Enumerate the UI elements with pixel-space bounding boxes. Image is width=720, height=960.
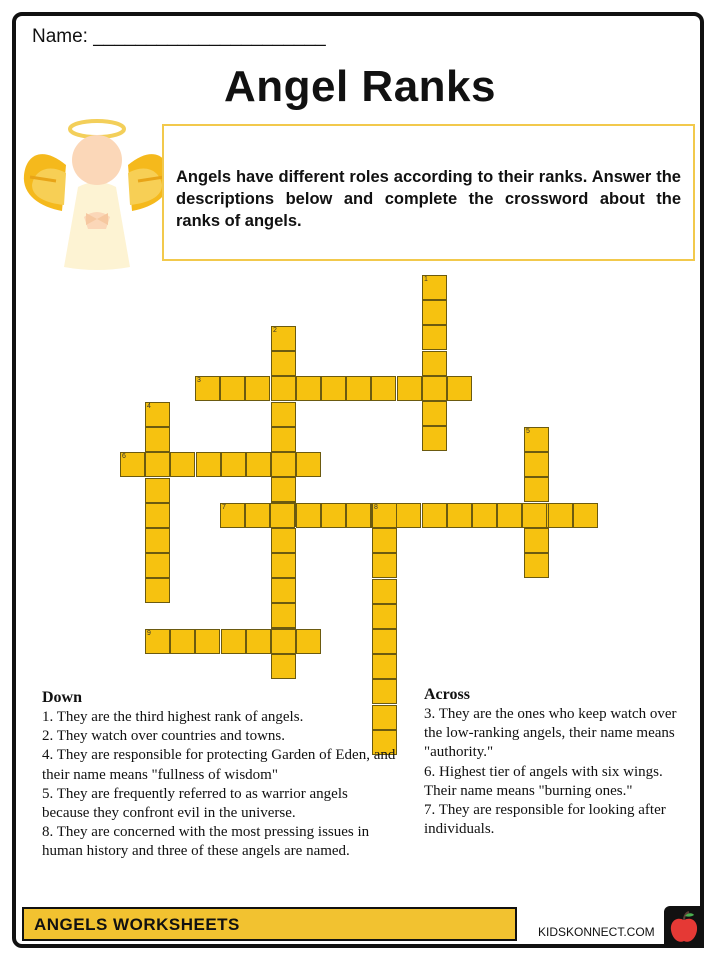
crossword-cell[interactable]	[321, 376, 346, 401]
crossword-cell[interactable]	[245, 376, 270, 401]
crossword-cell[interactable]	[447, 503, 472, 528]
crossword-cell[interactable]	[296, 376, 321, 401]
crossword-cell[interactable]	[145, 578, 170, 603]
crossword-cell[interactable]	[524, 477, 549, 502]
clue-number: 1	[424, 276, 428, 283]
across-clue-6: 6. Highest tier of angels with six wings. Their name means "burning ones."	[424, 763, 663, 799]
down-clues	[42, 688, 397, 862]
crossword-cell[interactable]	[372, 629, 397, 654]
crossword-cell[interactable]	[271, 477, 296, 502]
crossword-cell[interactable]	[145, 402, 170, 427]
footer-bar	[22, 907, 517, 941]
crossword-cell[interactable]	[422, 401, 447, 426]
across-heading: Across	[424, 686, 470, 703]
crossword-cell[interactable]	[422, 275, 447, 300]
crossword-cell[interactable]	[472, 503, 497, 528]
crossword-cell[interactable]	[245, 503, 270, 528]
crossword-cell[interactable]	[296, 452, 321, 477]
down-clue-1: 1. They are the third highest rank of angels.	[42, 709, 304, 725]
crossword-cell[interactable]	[296, 629, 321, 654]
crossword-cell[interactable]	[321, 503, 346, 528]
crossword-cell[interactable]	[271, 427, 296, 452]
crossword-cell[interactable]	[524, 553, 549, 578]
crossword-cell[interactable]	[497, 503, 522, 528]
page-title: Angel Ranks	[223, 62, 496, 111]
site-link[interactable]: KIDSKONNECT.COM	[538, 925, 655, 939]
crossword-cell[interactable]	[422, 426, 447, 451]
name-field-label: Name: ______________________	[32, 26, 326, 47]
crossword-cell[interactable]	[447, 376, 472, 401]
crossword-cell[interactable]	[524, 452, 549, 477]
crossword-cell[interactable]	[145, 452, 170, 477]
logo-box	[664, 906, 704, 948]
crossword-cell[interactable]	[195, 376, 220, 401]
clue-number: 2	[273, 327, 277, 334]
crossword-cell[interactable]	[422, 300, 447, 325]
crossword-cell[interactable]	[397, 376, 422, 401]
crossword-cell[interactable]	[271, 578, 296, 603]
crossword-cell[interactable]	[573, 503, 598, 528]
crossword-cell[interactable]	[195, 629, 220, 654]
crossword-cell[interactable]	[372, 553, 397, 578]
footer-label: ANGELS WORKSHEETS	[34, 915, 240, 934]
crossword-cell[interactable]	[271, 351, 296, 376]
crossword-cell[interactable]	[196, 452, 221, 477]
clue-number: 9	[147, 630, 151, 637]
crossword-cell[interactable]	[271, 376, 296, 401]
down-clue-8: 8. They are concerned with the most pressing issues in human history and three of these angels are named.	[42, 824, 370, 860]
crossword-cell[interactable]	[524, 427, 549, 452]
crossword-cell[interactable]	[372, 579, 397, 604]
crossword-cell[interactable]	[271, 603, 296, 628]
crossword-cell[interactable]	[396, 503, 421, 528]
across-clues	[424, 685, 692, 839]
crossword-cell[interactable]	[221, 452, 246, 477]
clue-number: 6	[122, 453, 126, 460]
crossword-cell[interactable]	[372, 604, 397, 629]
crossword-cell[interactable]	[270, 503, 295, 528]
crossword-cell[interactable]	[422, 325, 447, 350]
crossword-cell[interactable]	[220, 503, 245, 528]
clue-number: 3	[197, 377, 201, 384]
crossword-cell[interactable]	[170, 452, 195, 477]
crossword-cell[interactable]	[246, 452, 271, 477]
down-clue-4: 4. They are responsible for protecting Garden of Eden, and their name means "fullness of wisdom"	[42, 747, 396, 783]
crossword-cell[interactable]	[372, 654, 397, 679]
clue-number: 7	[222, 504, 226, 511]
crossword-cell[interactable]	[145, 528, 170, 553]
crossword-cell[interactable]	[296, 503, 321, 528]
angel-illustration	[22, 115, 172, 275]
crossword-cell[interactable]	[145, 503, 170, 528]
crossword-cell[interactable]	[372, 528, 397, 553]
crossword-cell[interactable]	[422, 351, 447, 376]
crossword-cell[interactable]	[524, 528, 549, 553]
crossword-cell[interactable]	[371, 376, 396, 401]
crossword-cell[interactable]	[271, 528, 296, 553]
crossword-cell[interactable]	[271, 326, 296, 351]
across-clue-3: 3. They are the ones who keep watch over the low-ranking angels, their name means "authority."	[424, 706, 677, 761]
crossword-cell[interactable]	[422, 503, 447, 528]
crossword-cell[interactable]	[422, 376, 447, 401]
down-heading: Down	[42, 689, 83, 706]
crossword-cell[interactable]	[346, 376, 371, 401]
across-clue-7: 7. They are responsible for looking after individuals.	[424, 802, 666, 838]
crossword-cell[interactable]	[220, 376, 245, 401]
crossword-cell[interactable]	[271, 553, 296, 578]
crossword-cell[interactable]	[221, 629, 246, 654]
crossword-cell[interactable]	[145, 629, 170, 654]
down-clue-2: 2. They watch over countries and towns.	[42, 728, 285, 745]
intro-text: Angels have different roles according to their ranks. Answer the descriptions below and complete the crossword about the ranks of angels.	[176, 168, 681, 230]
crossword-cell[interactable]	[271, 629, 296, 654]
crossword-cell[interactable]	[145, 478, 170, 503]
clue-number: 5	[526, 428, 530, 435]
intro-box	[162, 124, 695, 261]
crossword-cell[interactable]	[271, 402, 296, 427]
apple-icon	[664, 906, 704, 948]
crossword-cell[interactable]	[246, 629, 271, 654]
down-clue-5: 5. They are frequently referred to as warrior angels because they confront evil in the universe.	[42, 785, 348, 822]
crossword-cell[interactable]	[372, 503, 397, 528]
clue-number: 4	[147, 403, 151, 410]
crossword-cell[interactable]	[145, 427, 170, 452]
crossword-cell[interactable]	[120, 452, 145, 477]
crossword-cell[interactable]	[346, 503, 371, 528]
clue-number: 8	[374, 504, 378, 511]
crossword-cell[interactable]	[548, 503, 573, 528]
crossword-cell[interactable]	[271, 452, 296, 477]
crossword-cell[interactable]	[145, 553, 170, 578]
crossword-cell[interactable]	[522, 503, 547, 528]
crossword-cell[interactable]	[170, 629, 195, 654]
crossword-cell[interactable]	[271, 654, 296, 679]
